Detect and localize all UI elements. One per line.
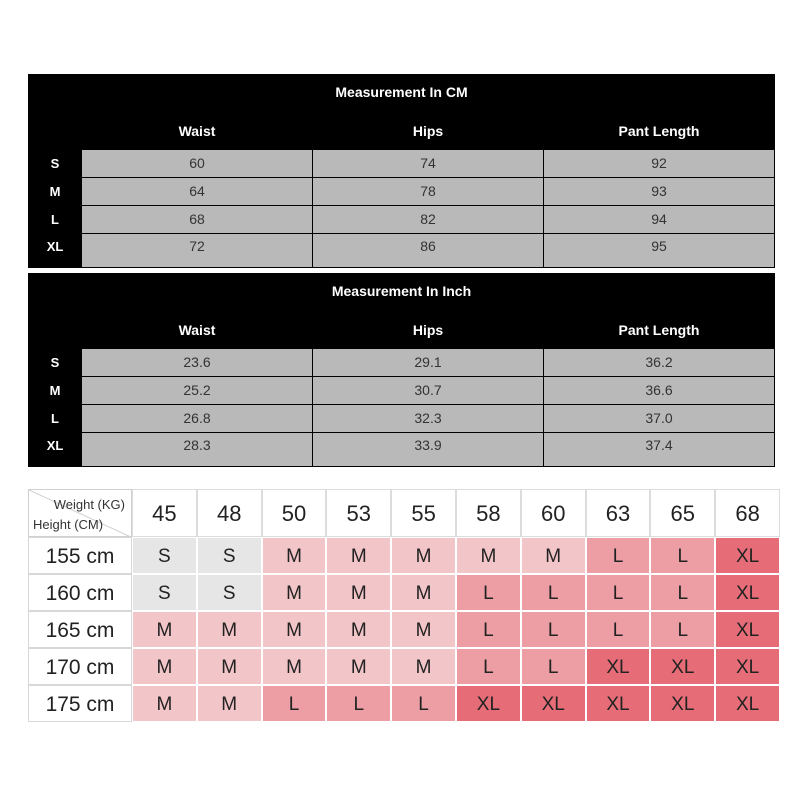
- weight-axis-label: Weight (KG): [53, 497, 125, 512]
- weight-header: 45: [132, 489, 197, 537]
- size-cell: XL: [715, 574, 780, 611]
- size-cell: XL: [715, 537, 780, 574]
- table-cell: 74: [313, 150, 543, 177]
- table-title: Measurement In CM: [335, 84, 468, 100]
- size-label: XL: [46, 239, 64, 254]
- size-cell: S: [132, 537, 197, 574]
- column-header-hips: Hips: [412, 123, 444, 139]
- size-cell: XL: [586, 648, 651, 685]
- size-cell: M: [326, 574, 391, 611]
- table-cell: 30.7: [313, 377, 543, 404]
- size-cell: L: [586, 574, 651, 611]
- table-cell: 23.6: [82, 349, 312, 376]
- size-cell: M: [391, 537, 456, 574]
- size-cell: L: [650, 537, 715, 574]
- size-cell: M: [132, 685, 197, 722]
- size-label: L: [51, 212, 59, 227]
- table-cell: 86: [313, 234, 543, 267]
- table-cell: 95: [544, 234, 774, 267]
- table-cell: 60: [82, 150, 312, 177]
- size-cell: L: [456, 611, 521, 648]
- table-cell: 32.3: [313, 405, 543, 432]
- height-label: 165 cm: [28, 611, 132, 648]
- size-cell: XL: [650, 648, 715, 685]
- size-cell: XL: [715, 648, 780, 685]
- size-cell: L: [586, 537, 651, 574]
- height-label: 175 cm: [28, 685, 132, 722]
- size-cell: M: [132, 611, 197, 648]
- table-cell: 37.0: [544, 405, 774, 432]
- size-cell: XL: [521, 685, 586, 722]
- size-label: L: [51, 411, 59, 426]
- column-header-pant-length: Pant Length: [618, 322, 700, 338]
- column-header-pant-length: Pant Length: [618, 123, 700, 139]
- size-cell: L: [521, 648, 586, 685]
- size-cell: XL: [715, 611, 780, 648]
- size-cell: L: [391, 685, 456, 722]
- weight-header: 53: [326, 489, 391, 537]
- size-cell: M: [391, 574, 456, 611]
- table-cell: 93: [544, 178, 774, 205]
- size-cell: M: [326, 611, 391, 648]
- weight-header: 58: [456, 489, 521, 537]
- size-cell: M: [262, 537, 327, 574]
- size-label: S: [50, 156, 60, 171]
- size-label: S: [50, 355, 60, 370]
- size-cell: L: [262, 685, 327, 722]
- table-cell: 26.8: [82, 405, 312, 432]
- height-label: 155 cm: [28, 537, 132, 574]
- size-cell: L: [650, 611, 715, 648]
- size-cell: M: [326, 537, 391, 574]
- size-cell: M: [262, 648, 327, 685]
- corner-header: [28, 489, 132, 537]
- table-title: Measurement In Inch: [331, 283, 472, 299]
- measurement-table-cm: [28, 74, 775, 268]
- size-cell: L: [586, 611, 651, 648]
- size-cell: M: [521, 537, 586, 574]
- weight-header: 63: [586, 489, 651, 537]
- size-cell: M: [391, 648, 456, 685]
- table-cell: 37.4: [544, 433, 774, 466]
- size-cell: M: [132, 648, 197, 685]
- table-cell: 94: [544, 206, 774, 233]
- size-cell: L: [521, 611, 586, 648]
- size-cell: M: [197, 648, 262, 685]
- size-cell: M: [456, 537, 521, 574]
- table-cell: 78: [313, 178, 543, 205]
- size-cell: L: [326, 685, 391, 722]
- table-cell: 72: [82, 234, 312, 267]
- table-cell: 25.2: [82, 377, 312, 404]
- weight-header: 50: [262, 489, 327, 537]
- table-cell: 92: [544, 150, 774, 177]
- size-cell: L: [521, 574, 586, 611]
- height-label: 160 cm: [28, 574, 132, 611]
- weight-header: 60: [521, 489, 586, 537]
- weight-header: 48: [197, 489, 262, 537]
- size-cell: S: [197, 574, 262, 611]
- size-cell: XL: [650, 685, 715, 722]
- table-cell: 28.3: [82, 433, 312, 466]
- weight-header: 55: [391, 489, 456, 537]
- weight-header: 65: [650, 489, 715, 537]
- size-cell: M: [391, 611, 456, 648]
- size-chart-grid: [28, 489, 775, 722]
- size-cell: M: [262, 611, 327, 648]
- table-cell: 64: [82, 178, 312, 205]
- height-axis-label: Height (CM): [33, 517, 104, 532]
- table-cell: 29.1: [313, 349, 543, 376]
- size-cell: XL: [456, 685, 521, 722]
- size-label: M: [49, 383, 61, 398]
- size-label: XL: [46, 438, 64, 453]
- table-cell: 36.6: [544, 377, 774, 404]
- size-cell: M: [197, 685, 262, 722]
- size-cell: M: [326, 648, 391, 685]
- table-cell: 82: [313, 206, 543, 233]
- table-cell: 68: [82, 206, 312, 233]
- size-cell: L: [456, 648, 521, 685]
- size-cell: S: [132, 574, 197, 611]
- table-cell: 33.9: [313, 433, 543, 466]
- size-cell: L: [650, 574, 715, 611]
- weight-header: 68: [715, 489, 780, 537]
- size-cell: M: [262, 574, 327, 611]
- column-header-waist: Waist: [178, 123, 216, 139]
- size-label: M: [49, 184, 61, 199]
- column-header-waist: Waist: [178, 322, 216, 338]
- height-label: 170 cm: [28, 648, 132, 685]
- column-header-hips: Hips: [412, 322, 444, 338]
- measurement-table-inch: [28, 273, 775, 467]
- size-cell: XL: [715, 685, 780, 722]
- size-cell: S: [197, 537, 262, 574]
- size-cell: M: [197, 611, 262, 648]
- table-cell: 36.2: [544, 349, 774, 376]
- size-cell: L: [456, 574, 521, 611]
- size-cell: XL: [586, 685, 651, 722]
